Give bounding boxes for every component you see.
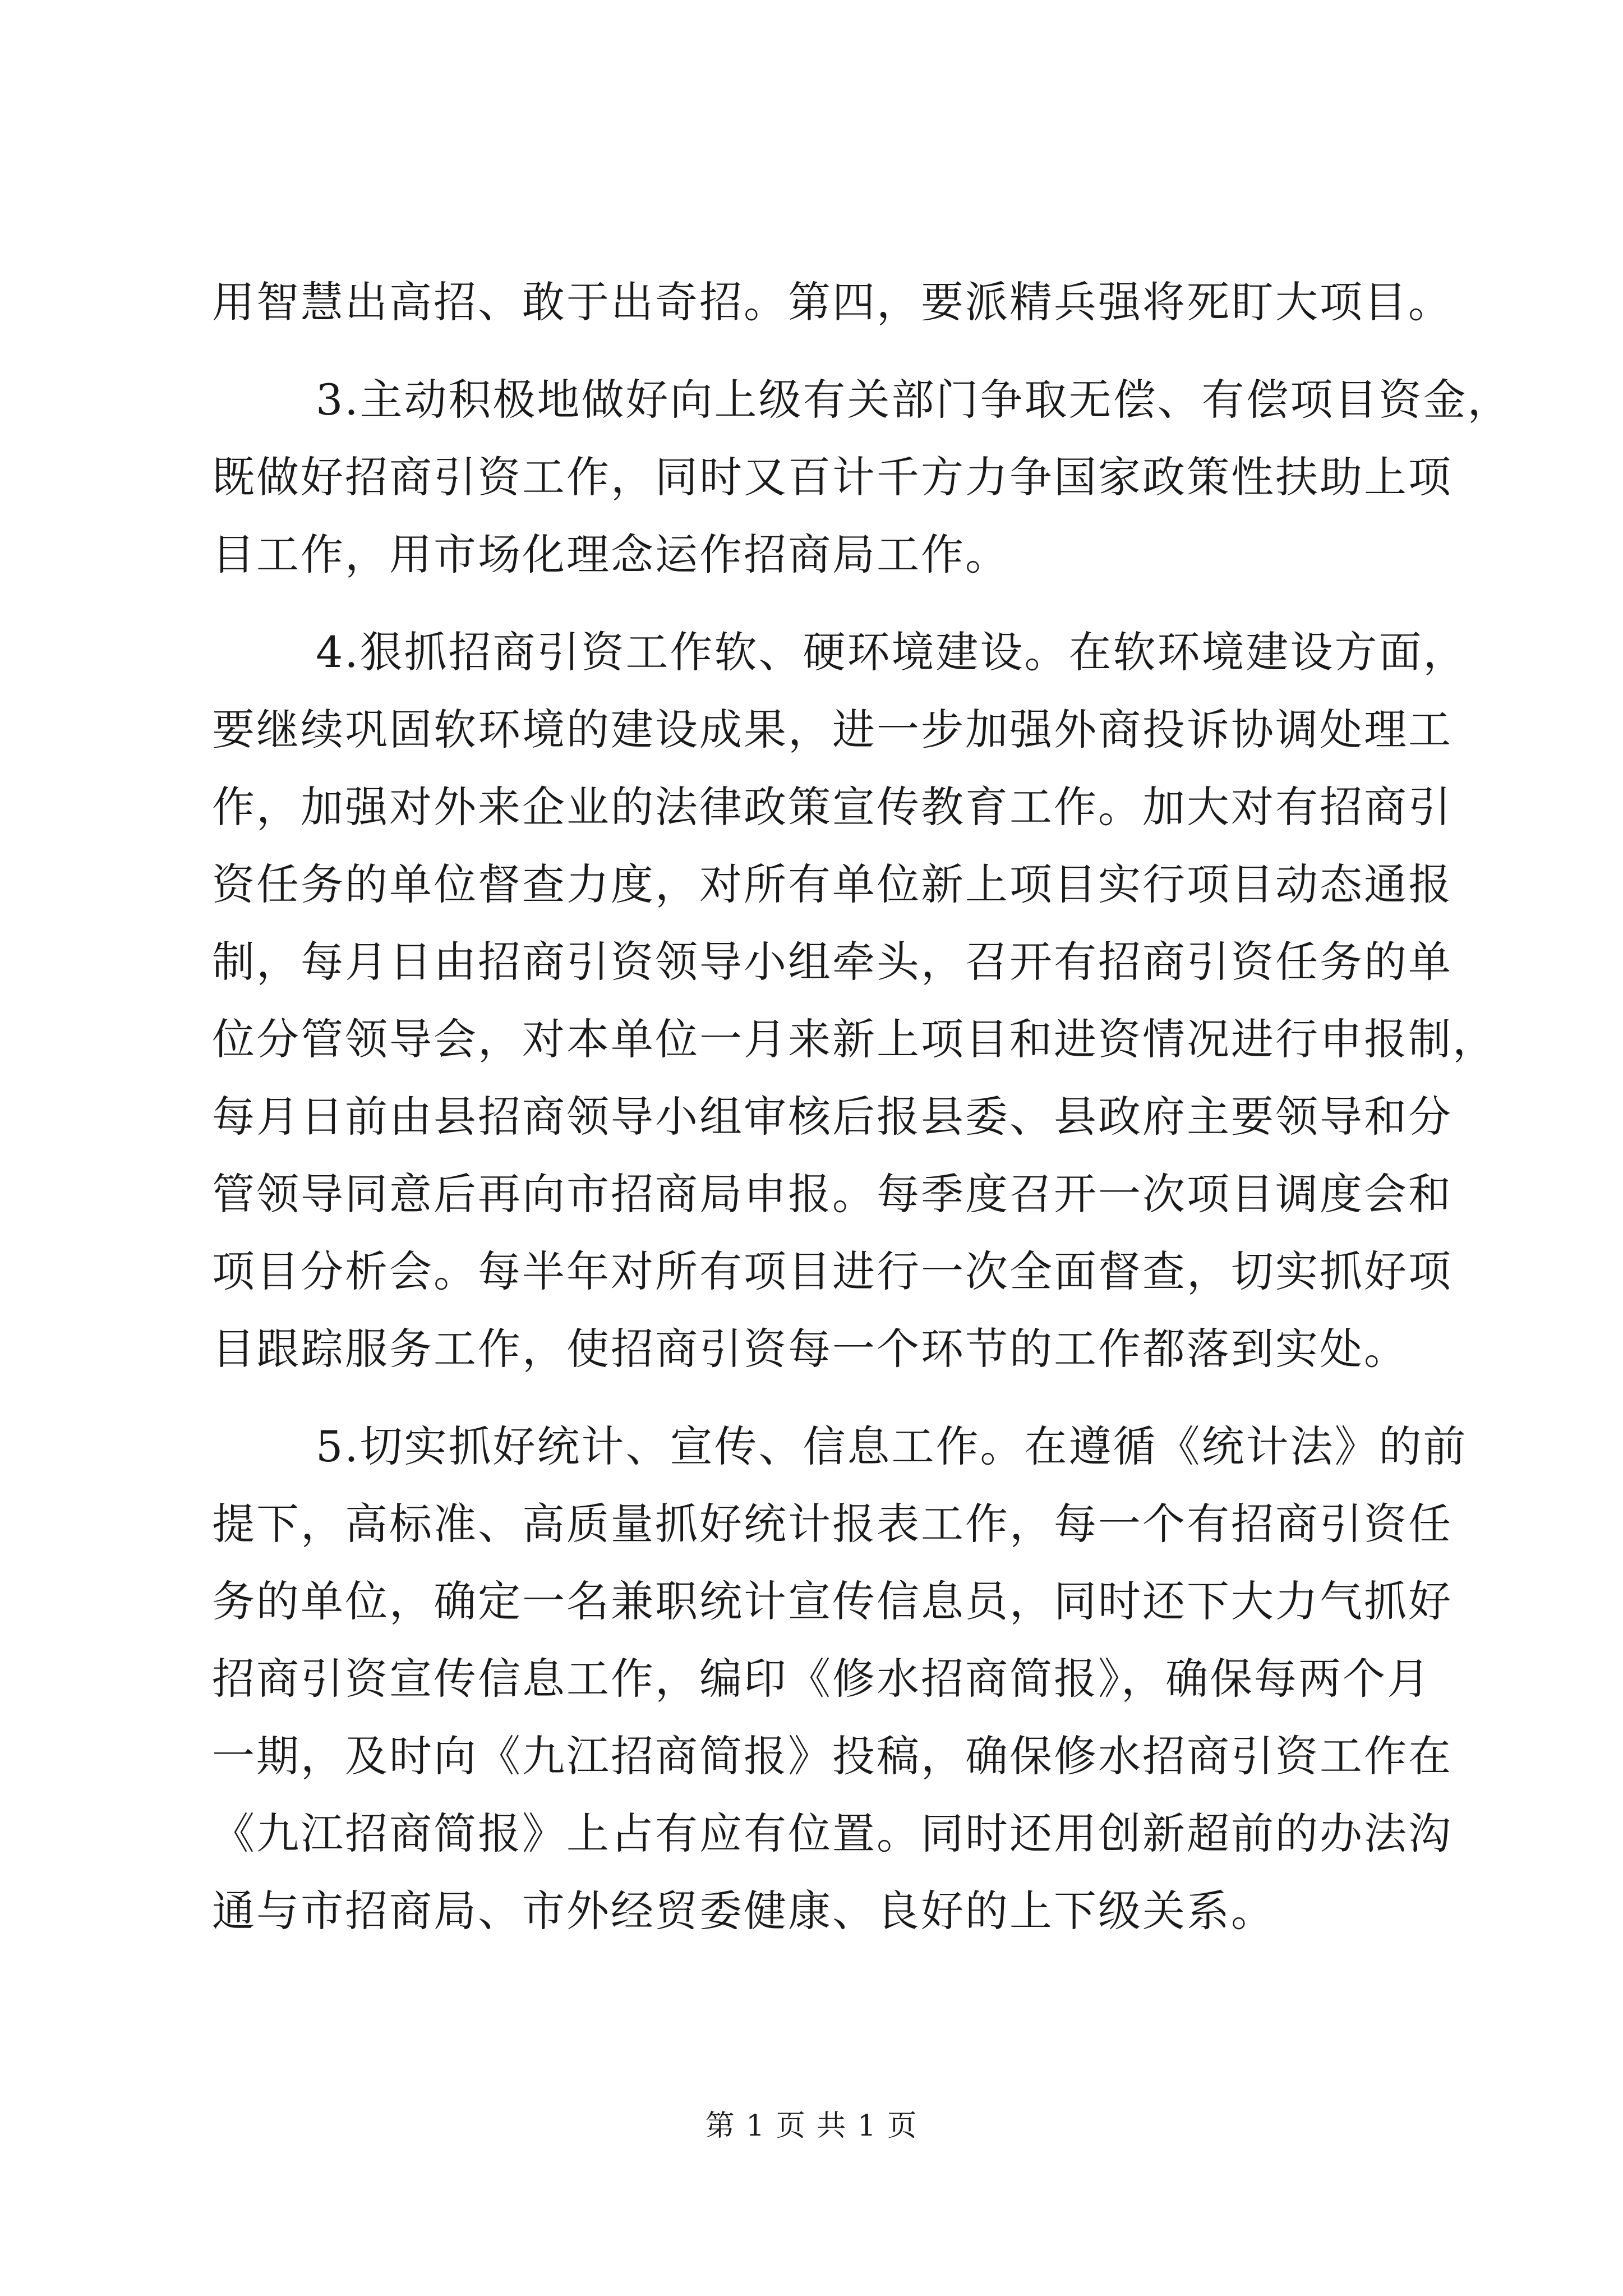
text-line: 《九江招商简报》上占有应有位置。同时还用创新超前的办法沟 [212, 1809, 1453, 1858]
paragraph-continuation [212, 264, 1453, 341]
text-line: 资任务的单位督查力度，对所有单位新上项目实行项目动态通报 [212, 859, 1453, 909]
page-number-label: 第 1 页 共 1 页 [705, 2109, 918, 2143]
paragraph-item-3 [212, 361, 1512, 593]
text-line: 既做好招商引资工作，同时又百计千方力争国家政策性扶助上项 [212, 452, 1453, 502]
text-line: 制，每月日由招商引资领导小组牵头，召开有招商引资任务的单 [212, 937, 1453, 987]
page-footer [0, 2106, 1623, 2146]
text-line: 位分管领导会，对本单位一月来新上项目和进资情况进行申报制， [212, 1014, 1497, 1064]
text-line: 3.主动积极地做好向上级有关部门争取无偿、有偿项目资金， [316, 375, 1512, 425]
text-line: 用智慧出高招、敢于出奇招。第四，要派精兵强将死盯大项目。 [212, 277, 1453, 327]
paragraph-item-5 [212, 1408, 1468, 1950]
text-line: 每月日前由县招商领导小组审核后报县委、县政府主要领导和分 [212, 1092, 1453, 1142]
paragraph-item-4 [212, 614, 1497, 1388]
text-line: 目工作，用市场化理念运作招商局工作。 [212, 530, 1009, 579]
text-line: 提下，高标准、高质量抓好统计报表工作，每一个有招商引资任 [212, 1499, 1453, 1549]
text-line: 一期，及时向《九江招商简报》投稿，确保修水招商引资工作在 [212, 1731, 1453, 1781]
text-line: 4.狠抓招商引资工作软、硬环境建设。在软环境建设方面， [316, 627, 1468, 677]
text-line: 要继续巩固软环境的建设成果，进一步加强外商投诉协调处理工 [212, 705, 1453, 754]
document-body [212, 264, 1512, 1950]
text-line: 管领导同意后再向市招商局申报。每季度召开一次项目调度会和 [212, 1169, 1453, 1219]
text-line: 招商引资宣传信息工作，编印《修水招商简报》，确保每两个月 [212, 1654, 1431, 1704]
text-line: 务的单位，确定一名兼职统计宣传信息员，同时还下大力气抓好 [212, 1576, 1453, 1626]
text-line: 5.切实抓好统计、宣传、信息工作。在遵循《统计法》的前 [316, 1421, 1468, 1471]
text-line: 作，加强对外来企业的法律政策宣传教育工作。加大对有招商引 [212, 782, 1453, 832]
text-line: 目跟踪服务工作，使招商引资每一个环节的工作都落到实处。 [212, 1324, 1408, 1374]
text-line: 项目分析会。每半年对所有项目进行一次全面督查，切实抓好项 [212, 1246, 1453, 1296]
text-line: 通与市招商局、市外经贸委健康、良好的上下级关系。 [212, 1886, 1275, 1936]
